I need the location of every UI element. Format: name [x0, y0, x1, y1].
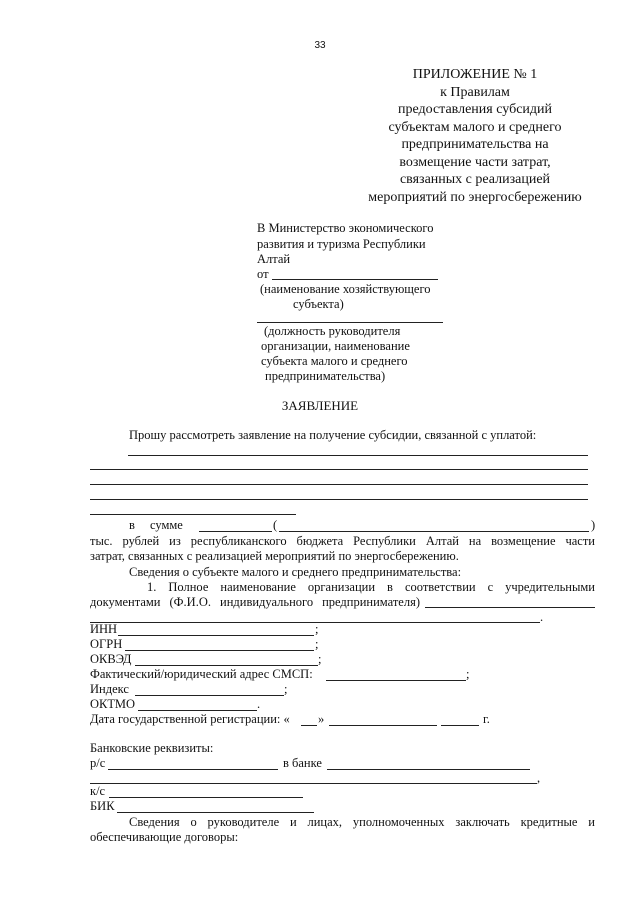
punct: ;	[284, 682, 288, 696]
punct: .	[540, 610, 544, 624]
ogrn-field[interactable]	[125, 650, 314, 651]
bank-field[interactable]	[327, 769, 530, 770]
index-label: Индекс	[90, 682, 129, 696]
hint-text: субъекта малого и среднего	[261, 354, 408, 368]
appendix-line: предпринимательства на	[401, 137, 549, 152]
inn-field[interactable]	[118, 635, 314, 636]
request-text: Прошу рассмотреть заявление на получение субсидии, связанной с уплатой:	[129, 428, 537, 442]
okved-field[interactable]	[135, 665, 318, 666]
reg-date-label: Дата государственной регистрации: «	[90, 712, 290, 726]
appendix-line: субъектам малого и среднего	[388, 119, 562, 135]
address-label: Фактический/юридический адрес СМСП:	[90, 667, 313, 681]
hint-text: (наименование хозяйствующего	[260, 282, 431, 296]
bank-label: в банке	[283, 756, 322, 770]
paren: )	[591, 518, 596, 532]
body-text: обеспечивающие договоры:	[90, 830, 239, 844]
org-name-field[interactable]	[425, 607, 595, 608]
purpose-field[interactable]	[90, 484, 588, 485]
year-suffix: г.	[483, 712, 490, 726]
index-field[interactable]	[135, 695, 284, 696]
addressee-line: развития и туризма Республики	[257, 237, 426, 251]
hint-text: предпринимательства)	[265, 369, 386, 383]
sum-label: сумме	[150, 518, 183, 532]
bik-label: БИК	[90, 799, 115, 813]
inn-label: ИНН	[90, 622, 118, 636]
oktmo-label: ОКТМО	[90, 697, 135, 711]
from-field[interactable]	[272, 279, 438, 280]
sum-words-field[interactable]	[279, 531, 589, 532]
ks-field[interactable]	[109, 797, 303, 798]
body-text: Сведения о руководителе и лицах, уполномоченных заключать кредитные и	[129, 815, 595, 829]
punct: ;	[315, 637, 319, 651]
punct: »	[318, 712, 325, 726]
hint-text: организации, наименование	[261, 339, 410, 353]
body-text: 1. Полное наименование организации в соответствии с учредительными	[147, 580, 595, 594]
appendix-line: к Правилам	[440, 84, 510, 100]
ks-label: к/с	[90, 784, 106, 798]
sum-amount-field[interactable]	[199, 531, 272, 532]
page-number: 33	[314, 40, 326, 51]
hint-text: субъекта)	[293, 297, 344, 311]
bik-field[interactable]	[117, 812, 314, 813]
section-heading: Сведения о субъекте малого и среднего предпринимательства:	[129, 565, 462, 579]
bank-heading: Банковские реквизиты:	[90, 741, 214, 755]
appendix-line: связанных с реализацией	[399, 172, 551, 187]
punct: ,	[537, 771, 541, 785]
punct: ;	[466, 667, 470, 681]
purpose-field[interactable]	[90, 514, 296, 515]
rs-label: р/с	[90, 756, 106, 770]
addressee-line: В Министерство экономического	[257, 221, 434, 235]
reg-day-field[interactable]	[301, 725, 317, 726]
addressee-line: Алтай	[257, 252, 291, 266]
paren: (	[273, 518, 278, 532]
purpose-field[interactable]	[128, 455, 588, 456]
body-text: документами (Ф.И.О. индивидуального предпринимателя)	[90, 595, 420, 609]
body-text: затрат, связанных с реализацией мероприятий по энергосбережению.	[90, 549, 459, 563]
okved-label: ОКВЭД	[90, 652, 132, 666]
bank-field[interactable]	[90, 783, 537, 784]
punct: ;	[318, 652, 322, 666]
hint-text: (должность руководителя	[264, 324, 401, 338]
appendix-line: мероприятий по энергосбережению	[368, 189, 582, 205]
oktmo-field[interactable]	[138, 710, 257, 711]
document-title: ЗАЯВЛЕНИЕ	[281, 398, 359, 413]
rs-field[interactable]	[108, 769, 278, 770]
reg-month-field[interactable]	[329, 725, 437, 726]
sum-label: в	[129, 518, 135, 532]
purpose-field[interactable]	[90, 469, 588, 470]
punct: ;	[315, 622, 319, 636]
appendix-title: ПРИЛОЖЕНИЕ № 1	[412, 67, 538, 82]
purpose-field[interactable]	[90, 499, 588, 500]
address-field[interactable]	[326, 680, 466, 681]
position-field[interactable]	[257, 322, 443, 323]
punct: .	[257, 697, 261, 711]
from-label: от	[257, 267, 269, 281]
body-text: тыс. рублей из республиканского бюджета Республики Алтай на возмещение части	[90, 534, 595, 548]
appendix-line: возмещение части затрат,	[399, 154, 551, 170]
appendix-header	[340, 66, 610, 206]
reg-year-field[interactable]	[441, 725, 479, 726]
ogrn-label: ОГРН	[90, 637, 123, 651]
appendix-line: предоставления субсидий	[397, 102, 553, 117]
